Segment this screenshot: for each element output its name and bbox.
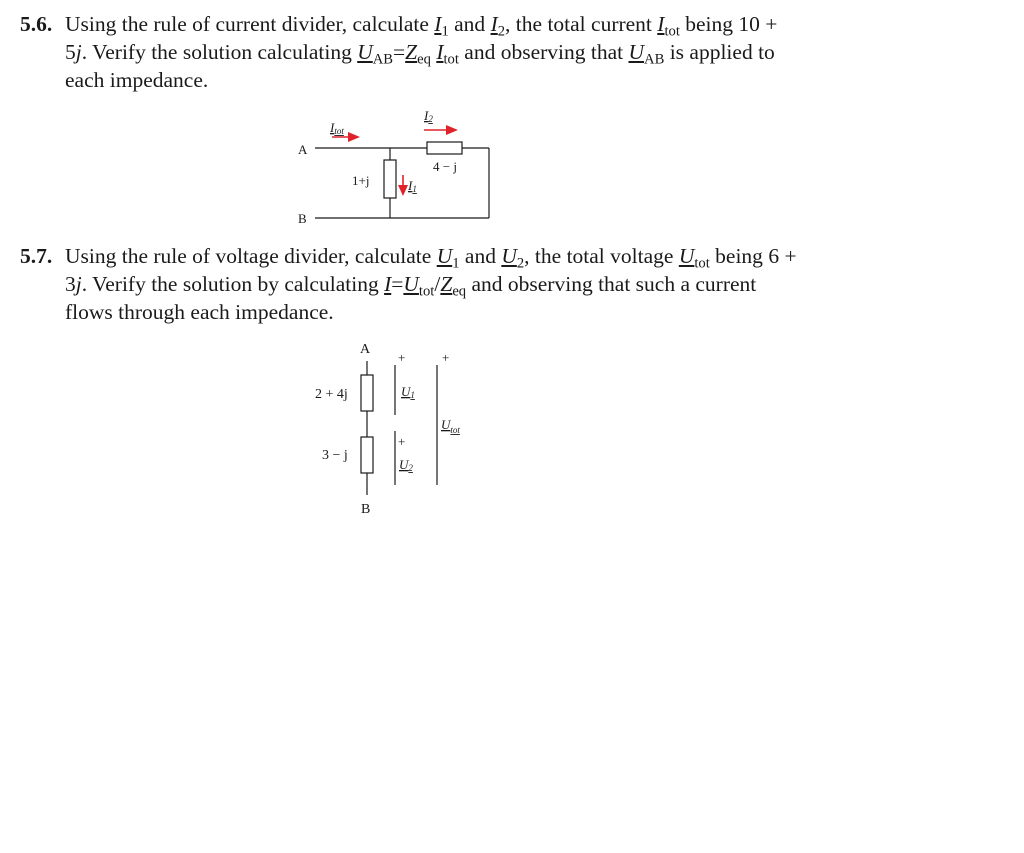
- problem-5-7: [20, 242, 800, 326]
- u2-plus: +: [398, 434, 406, 449]
- i2-label: I2: [424, 108, 433, 124]
- voltage-divider-circuit: [300, 335, 500, 525]
- impedance-3-minus-j: [361, 437, 373, 473]
- problem-text: Using the rule of current divider, calculate $I_1$ and $I_2$, the total current $I_{tot}$ being 10 + 5j. Verify the solution calculating $U_{AB}=Z_{eq}$ $I_{tot}$ and observing that $U_{AB}$ is applied to each impedance.: [65, 12, 778, 92]
- utot-label: $U_{tot}$: [441, 417, 460, 435]
- impedance-1-plus-j: [384, 160, 396, 198]
- z1-label: 1+j: [352, 173, 370, 188]
- itot-label: Itot: [330, 120, 344, 136]
- node-a-label: A: [298, 142, 308, 157]
- u2-label: U2: [399, 457, 413, 473]
- impedance-2-plus-4j: [361, 375, 373, 411]
- z1-label: 2 + 4j: [315, 387, 348, 402]
- current-divider-circuit: [280, 105, 520, 230]
- problem-number: 5.6.: [20, 12, 53, 36]
- u1-label: U1: [401, 384, 415, 400]
- u1-plus: +: [398, 350, 406, 365]
- impedance-4-minus-j: [427, 142, 462, 154]
- z2-label: 3 − j: [322, 448, 348, 463]
- node-b-label: B: [361, 502, 371, 517]
- i2-arrow: [424, 125, 458, 135]
- problem-text: Using the rule of voltage divider, calculate $U_1$ and $U_2$, the total voltage $U_{tot}$ being 6 + 3j. Verify the solution by calculating $I=U_{tot}/Z_{eq}$ and observing that such a current flows through each impedance.: [65, 244, 797, 324]
- node-a-label: A: [360, 342, 371, 357]
- z2-label: 4 − j: [433, 159, 457, 174]
- node-b-label: B: [298, 211, 307, 226]
- i1-arrow: [398, 175, 408, 196]
- i1-label: I1: [408, 178, 417, 194]
- problem-5-6: [20, 10, 800, 94]
- problem-number: 5.7.: [20, 244, 53, 268]
- utot-plus: +: [442, 350, 450, 365]
